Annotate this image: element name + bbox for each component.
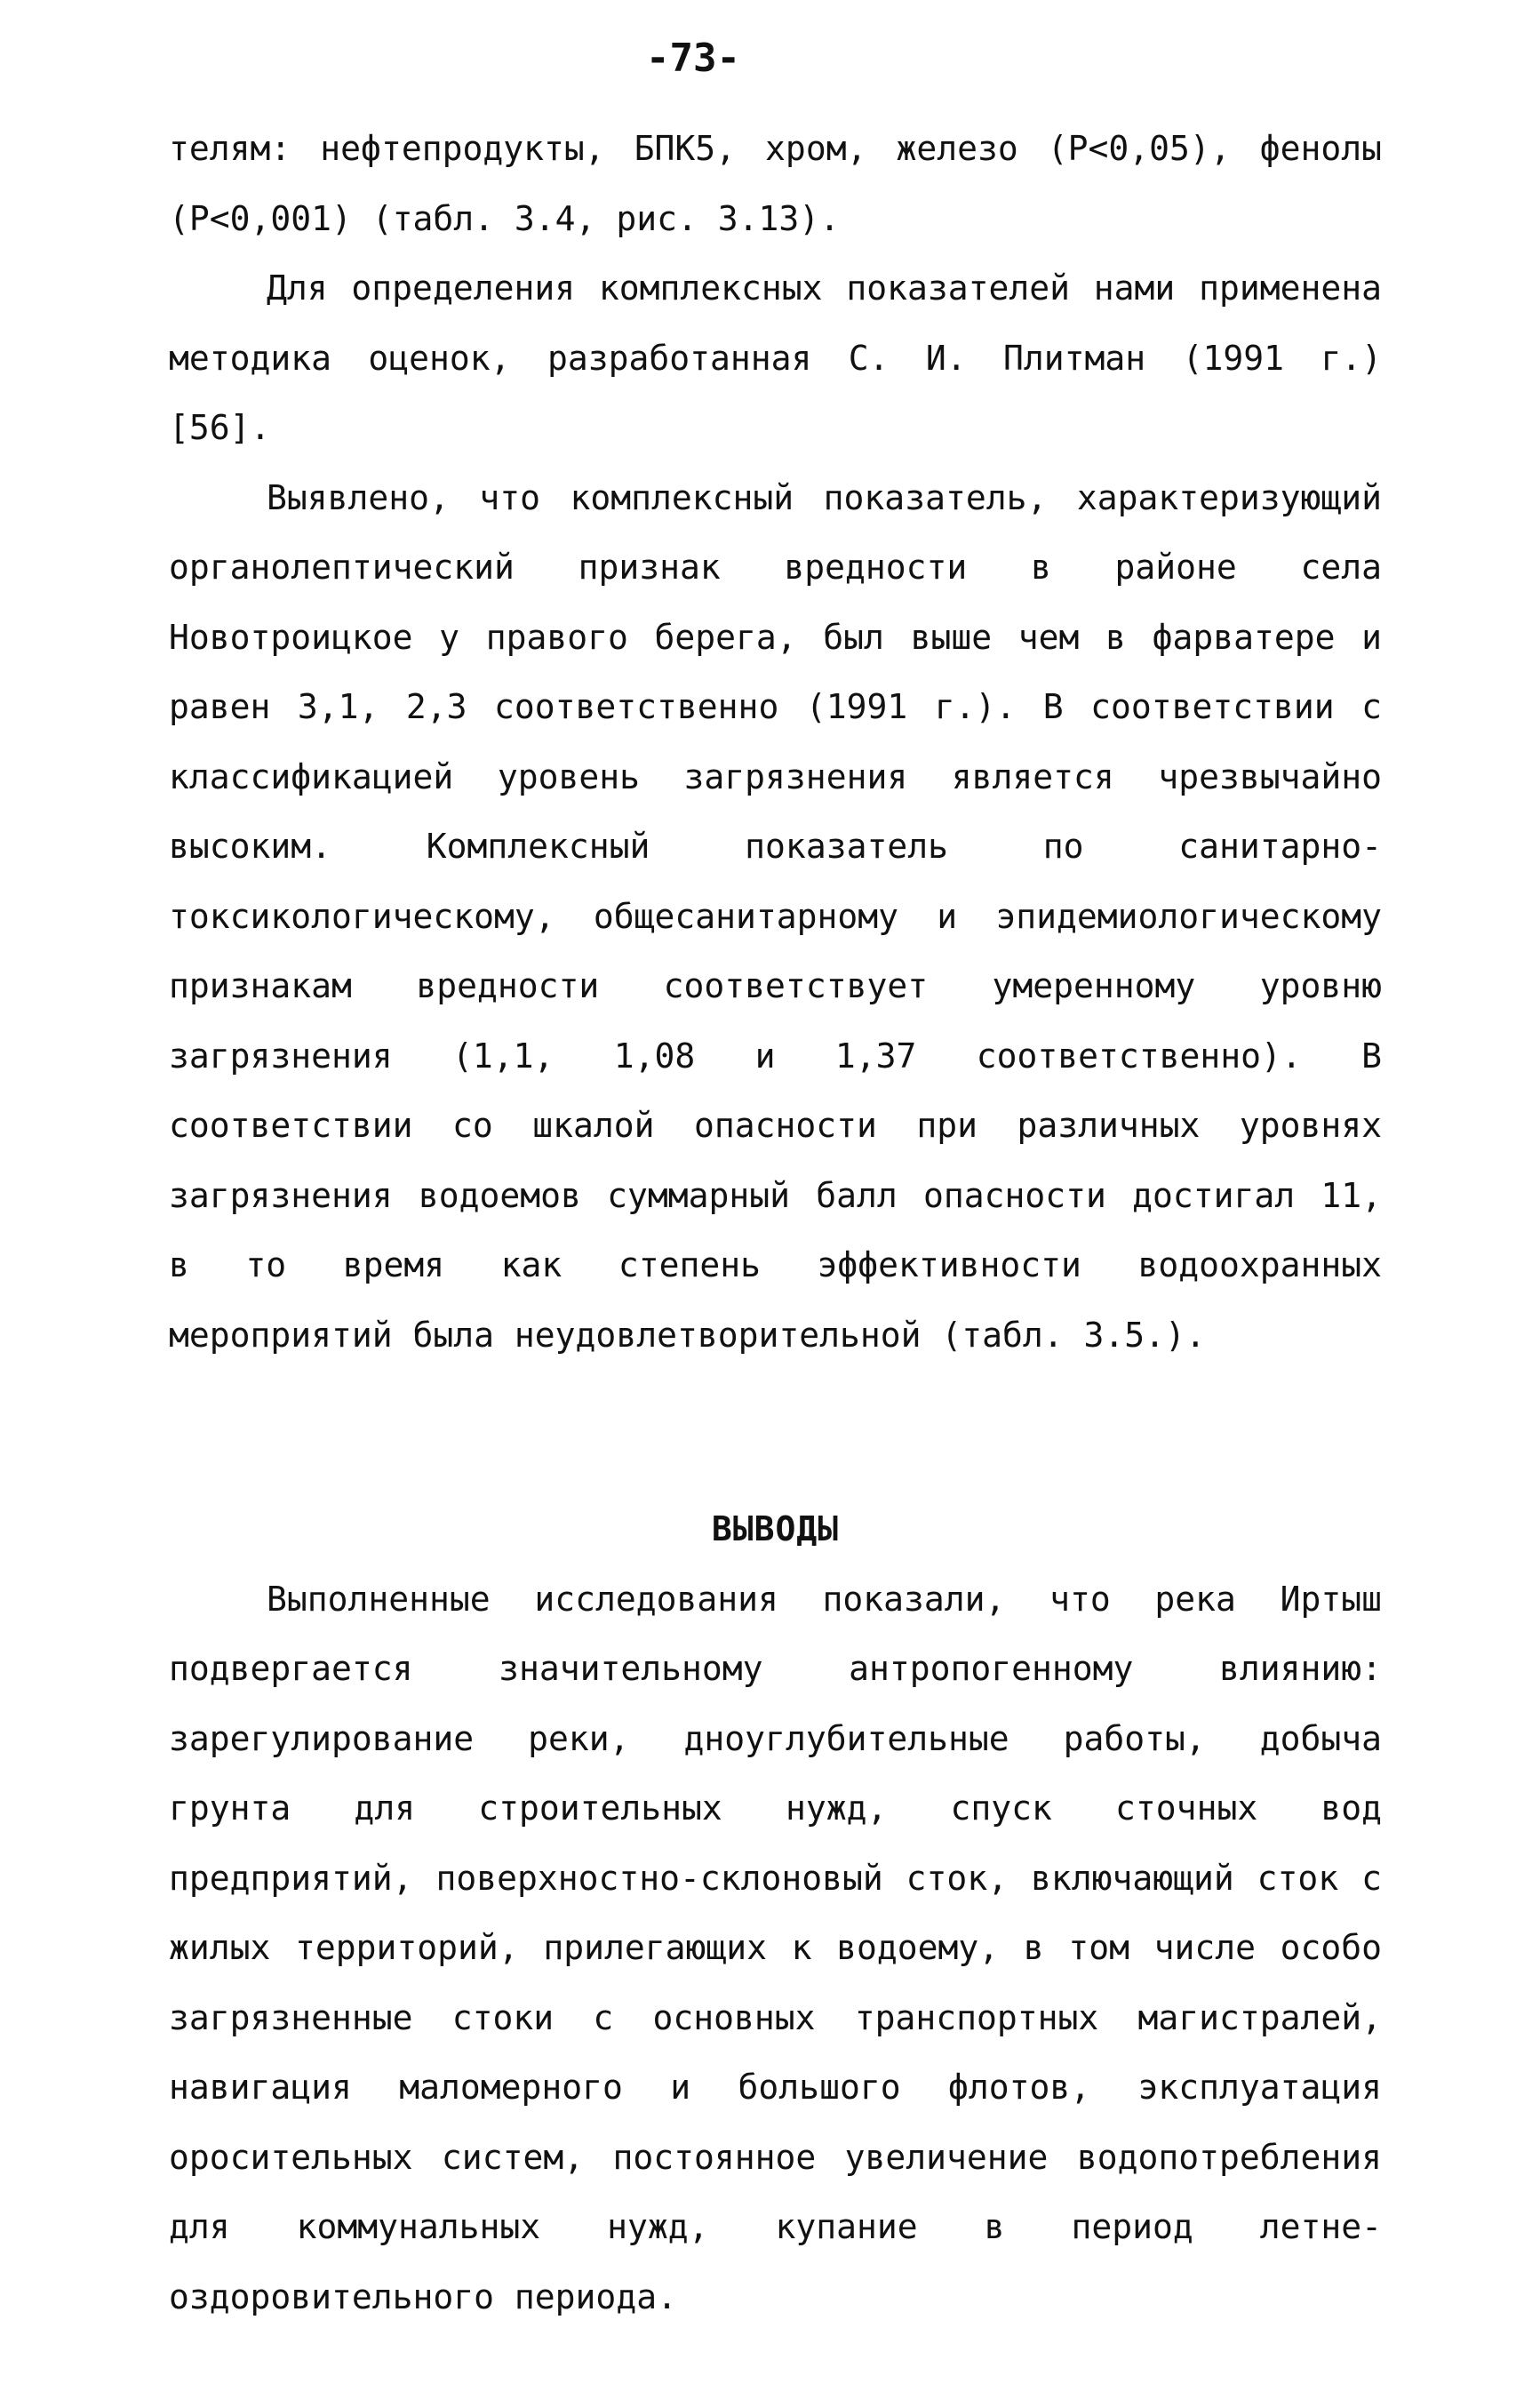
document-body [169,114,1382,2332]
paragraph-continuation: телям: нефтепродукты, БПК5, хром, железо (Р<0,05), фенолы (Р<0,001) (табл. 3.4, рис. 3.13). [169,129,1382,238]
page-number: -73- [646,36,740,81]
paragraph-methodology: Для определения комплексных показателей нами применена методика оценок, разработанная С. И. Плитман (1991 г.) [56]. [169,268,1382,447]
paragraph-findings: Выявлено, что комплексный показатель, характеризующий органолептический признак вредности в районе села Новотроицкое у правого берега, был выше чем в фарватере и равен 3,1, 2,3 соответственно (1991 г.). В соответствии с классификацией уровень загрязнения является чрезвычайно высоким. Комплексный показатель по санитарно-токсикологическому, общесанитарному и эпидемиологическому признакам вредности соответствует умеренному уровню загрязнения (1,1, 1,08 и 1,37 соответственно). В соответствии со шкалой опасности при различных уровнях загрязнения водоемов суммарный балл опасности достигал 11, в то время как степень эффективности водоохранных мероприятий была неудовлетворительной (табл. 3.5.). [169,477,1382,1355]
section-heading-conclusions: ВЫВОДЫ [711,1509,840,1548]
paragraph-conclusions: Выполненные исследования показали, что река Иртыш подвергается значительному антропогенному влиянию: зарегулирование реки, дноуглубительные работы, добыча грунта для строительных нужд, спуск сточных вод предприятий, поверхностно-склоновый сток, включающий сток с жилых территорий, прилегающих к водоему, в том числе особо загрязненные стоки с основных транспортных магистралей, навигация маломерного и большого флотов, эксплуатация оросительных систем, постоянное увеличение водопотребления для коммунальных нужд, купание в период летне-оздоровительного периода. [169,1579,1382,2316]
